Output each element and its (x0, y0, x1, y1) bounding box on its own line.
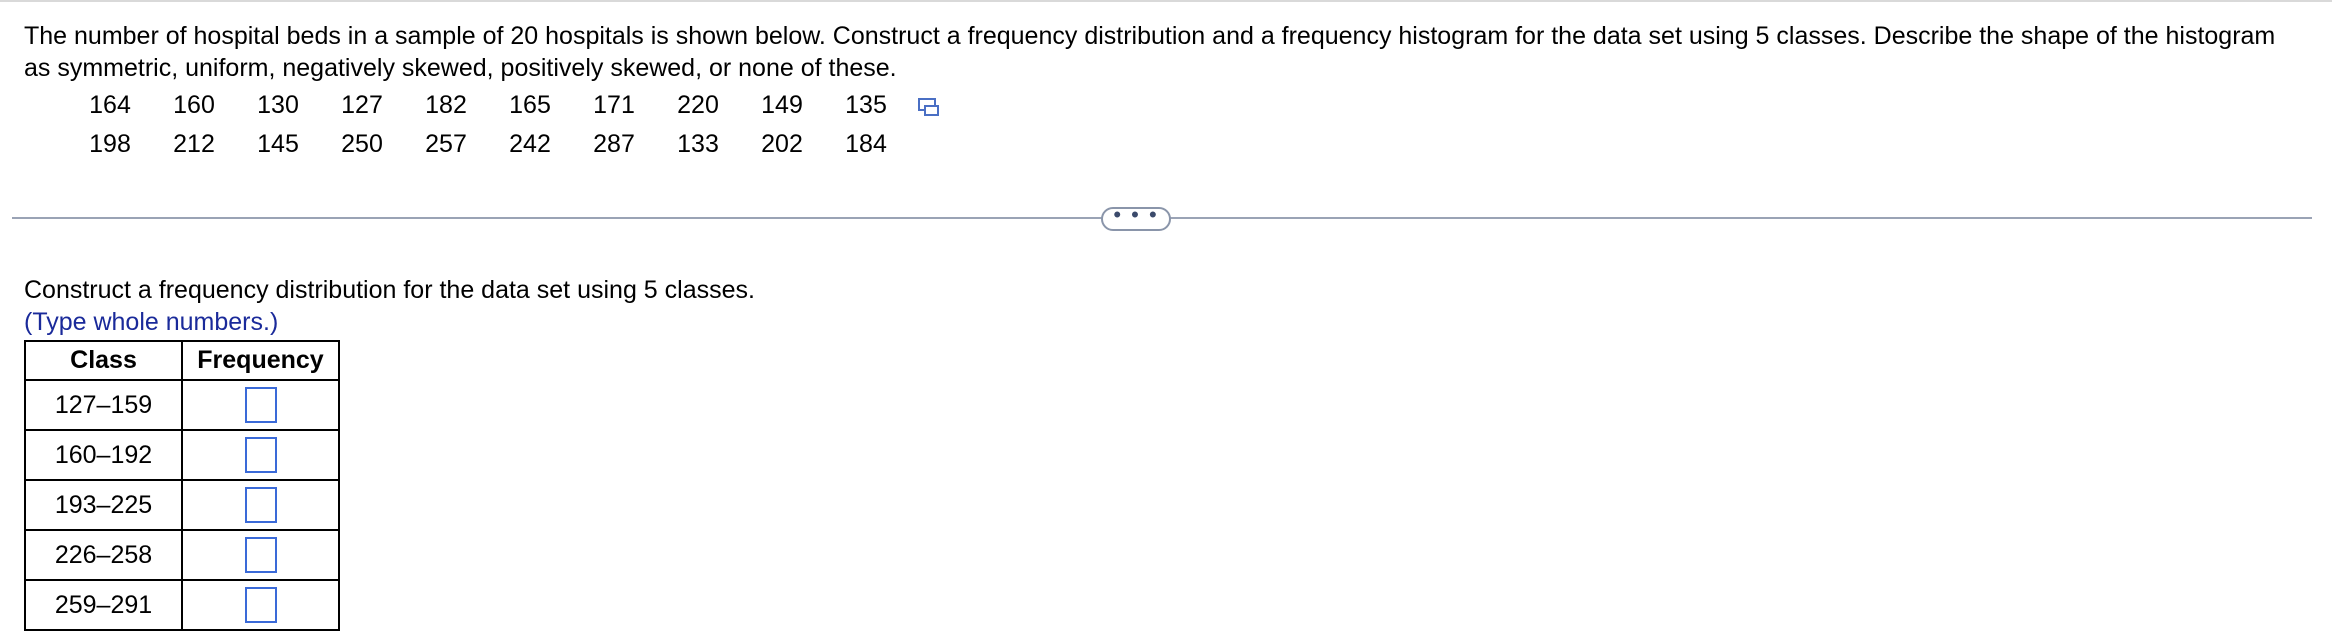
data-value: 130 (257, 91, 299, 119)
table-row (25, 480, 339, 530)
data-value: 182 (425, 91, 467, 119)
data-value: 198 (89, 130, 131, 158)
frequency-table (24, 340, 340, 631)
data-value: 145 (257, 130, 299, 158)
column-header-frequency: Frequency (182, 341, 339, 380)
class-cell: 193–225 (25, 480, 182, 530)
frequency-cell (182, 480, 339, 530)
data-value: 160 (173, 91, 215, 119)
frequency-input[interactable] (245, 437, 277, 473)
expand-more-button[interactable] (1101, 202, 1171, 231)
data-value: 135 (845, 91, 887, 119)
data-value: 202 (761, 130, 803, 158)
frequency-cell (182, 380, 339, 430)
problem-statement: The number of hospital beds in a sample of 20 hospitals is shown below. Construct a frequency distribution and a frequency histogram for the data set using 5 classes. Describe the shape of the histogram as symmetric, uniform, negatively skewed, positively skewed, or none of these. (24, 22, 2276, 82)
data-value: 242 (509, 130, 551, 158)
frequency-cell (182, 530, 339, 580)
data-value: 212 (173, 130, 215, 158)
data-value: 165 (509, 91, 551, 119)
copy-data-icon[interactable] (917, 96, 941, 120)
class-cell: 226–258 (25, 530, 182, 580)
frequency-input[interactable] (245, 587, 277, 623)
class-cell: 127–159 (25, 380, 182, 430)
frequency-input[interactable] (245, 487, 277, 523)
data-value: 149 (761, 91, 803, 119)
table-row (25, 530, 339, 580)
data-value: 257 (425, 130, 467, 158)
class-cell: 259–291 (25, 580, 182, 630)
answer-hint: (Type whole numbers.) (24, 308, 279, 336)
frequency-cell (182, 430, 339, 480)
frequency-input[interactable] (245, 537, 277, 573)
data-value: 184 (845, 130, 887, 158)
data-value: 171 (593, 91, 635, 119)
data-set (68, 86, 908, 164)
ellipsis-icon: • • • (1113, 202, 1159, 227)
data-value: 164 (89, 91, 131, 119)
table-row (25, 580, 339, 630)
data-row (68, 86, 908, 125)
frequency-cell (182, 580, 339, 630)
table-row (25, 380, 339, 430)
top-rule (0, 0, 2332, 2)
class-cell: 160–192 (25, 430, 182, 480)
data-value: 220 (677, 91, 719, 119)
data-value: 127 (341, 91, 383, 119)
frequency-input[interactable] (245, 387, 277, 423)
table-header-row (25, 341, 339, 380)
data-value: 133 (677, 130, 719, 158)
data-value: 250 (341, 130, 383, 158)
question-prompt: Construct a frequency distribution for the data set using 5 classes. (24, 276, 755, 304)
data-value: 287 (593, 130, 635, 158)
column-header-class: Class (25, 341, 182, 380)
table-row (25, 430, 339, 480)
data-row (68, 125, 908, 164)
